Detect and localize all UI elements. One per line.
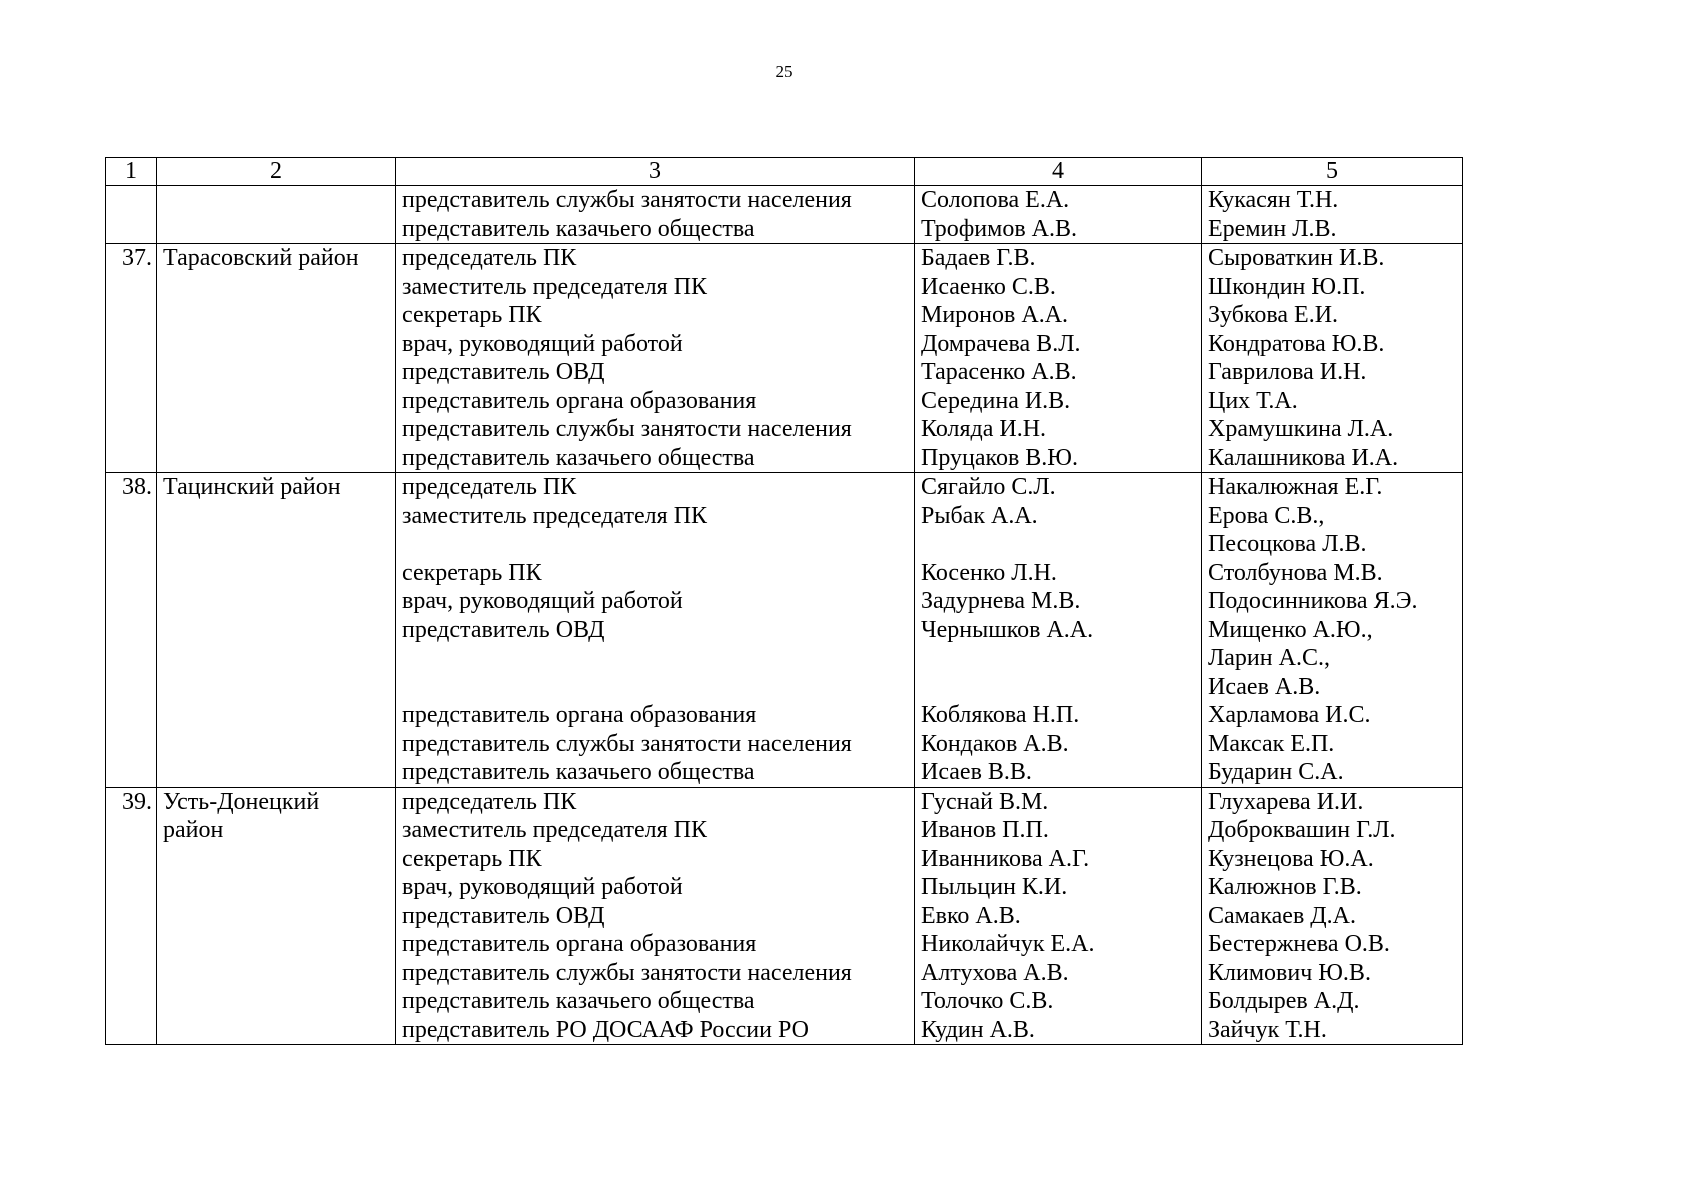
column-header: 5 <box>1202 158 1463 186</box>
column-header: 3 <box>396 158 915 186</box>
role-line: председатель ПК <box>402 474 577 500</box>
reserve-member-name: Шкондин Ю.П. <box>1208 273 1366 300</box>
role-line: представитель ОВД <box>402 902 605 929</box>
reserve-member-name: Накалюжная Е.Г. <box>1208 474 1383 500</box>
role-line: заместитель председателя ПК <box>402 817 708 843</box>
role-line: представитель РО ДОСААФ России РО <box>402 1016 809 1043</box>
row-number: 39. <box>106 787 157 1045</box>
district-name-line: район <box>163 817 224 843</box>
row-number: 38. <box>106 473 157 788</box>
reserves-cell <box>1202 244 1463 473</box>
reserve-member-name: Исаев А.В. <box>1208 673 1321 700</box>
role-line: представитель службы занятости населения <box>402 416 852 442</box>
member-name: Коляда И.Н. <box>921 416 1047 442</box>
member-name: Середина И.В. <box>921 387 1071 414</box>
roles-cell <box>396 186 915 244</box>
member-name: Иванникова А.Г. <box>921 845 1090 872</box>
reserve-member-name: Цих Т.А. <box>1208 387 1298 414</box>
member-name: Евко А.В. <box>921 902 1021 929</box>
member-name <box>921 530 1195 559</box>
member-name: Трофимов А.В. <box>921 215 1077 242</box>
role-line: представитель службы занятости населения <box>402 187 852 213</box>
member-name: Толочко С.В. <box>921 988 1054 1014</box>
role-line: председатель ПК <box>402 245 577 271</box>
member-name <box>921 673 1195 702</box>
reserve-member-name: Климович Ю.В. <box>1208 959 1371 986</box>
member-name: Сягайло С.Л. <box>921 474 1056 500</box>
reserve-member-name: Максак Е.П. <box>1208 730 1335 757</box>
table-row <box>106 473 1463 788</box>
member-name: Иванов П.П. <box>921 817 1049 843</box>
role-line <box>402 673 908 702</box>
role-line: врач, руководящий работой <box>402 874 683 900</box>
member-name: Гуснай В.М. <box>921 788 1049 815</box>
member-name: Задурнева М.В. <box>921 588 1081 614</box>
reserve-member-name: Мищенко А.Ю., <box>1208 616 1373 643</box>
role-line: представитель казачьего общества <box>402 215 755 242</box>
member-name: Домрачева В.Л. <box>921 330 1081 357</box>
member-name: Николайчук Е.А. <box>921 931 1095 957</box>
role-line: заместитель председателя ПК <box>402 502 708 529</box>
commission-table <box>105 157 1463 1045</box>
reserve-member-name: Доброквашин Г.Л. <box>1208 817 1396 843</box>
member-name: Кудин А.В. <box>921 1016 1035 1043</box>
reserve-member-name: Зайчук Т.Н. <box>1208 1016 1327 1043</box>
member-name: Исаев В.В. <box>921 759 1032 785</box>
role-line: секретарь ПК <box>402 559 542 586</box>
reserve-member-name: Ерова С.В., <box>1208 502 1325 529</box>
members-cell <box>915 787 1202 1045</box>
district-cell <box>157 473 396 788</box>
member-name: Рыбак А.А. <box>921 502 1038 529</box>
reserve-member-name: Бестержнева О.В. <box>1208 931 1390 957</box>
role-line: представитель казачьего общества <box>402 988 755 1014</box>
reserve-member-name: Столбунова М.В. <box>1208 559 1383 586</box>
role-line: представитель казачьего общества <box>402 759 755 785</box>
member-name: Кондаков А.В. <box>921 730 1069 757</box>
reserve-member-name: Песоцкова Л.В. <box>1208 531 1367 557</box>
reserve-member-name: Храмушкина Л.А. <box>1208 416 1394 442</box>
reserve-member-name: Сыроваткин И.В. <box>1208 245 1385 271</box>
reserve-member-name: Подосинникова Я.Э. <box>1208 588 1418 614</box>
role-line: председатель ПК <box>402 788 577 815</box>
roles-cell <box>396 787 915 1045</box>
reserve-member-name: Болдырев А.Д. <box>1208 988 1360 1014</box>
role-line: представитель органа образования <box>402 931 757 957</box>
column-header: 1 <box>106 158 157 186</box>
role-line: врач, руководящий работой <box>402 330 683 357</box>
members-cell <box>915 473 1202 788</box>
reserve-member-name: Зубкова Е.И. <box>1208 302 1339 328</box>
member-name <box>921 644 1195 673</box>
reserve-member-name: Самакаев Д.А. <box>1208 902 1356 929</box>
role-line: секретарь ПК <box>402 845 542 872</box>
role-line: представитель ОВД <box>402 359 605 385</box>
reserve-member-name: Кузнецова Ю.А. <box>1208 845 1374 872</box>
district-cell <box>157 186 396 244</box>
member-name: Тарасенко А.В. <box>921 359 1077 385</box>
member-name: Коблякова Н.П. <box>921 702 1080 728</box>
reserve-member-name: Калюжнов Г.В. <box>1208 874 1362 900</box>
reserve-member-name: Кукасян Т.Н. <box>1208 187 1339 213</box>
reserves-cell <box>1202 186 1463 244</box>
reserve-member-name: Калашникова И.А. <box>1208 444 1399 471</box>
reserve-member-name: Ларин А.С., <box>1208 645 1330 671</box>
role-line: секретарь ПК <box>402 302 542 328</box>
role-line: врач, руководящий работой <box>402 588 683 614</box>
member-name: Пыльцин К.И. <box>921 874 1068 900</box>
members-cell <box>915 186 1202 244</box>
member-name: Бадаев Г.В. <box>921 245 1036 271</box>
table-row <box>106 787 1463 1045</box>
role-line: представитель ОВД <box>402 616 605 643</box>
role-line: представитель органа образования <box>402 387 757 414</box>
table-row <box>106 244 1463 473</box>
reserve-member-name: Гаврилова И.Н. <box>1208 359 1367 385</box>
member-name: Исаенко С.В. <box>921 273 1056 300</box>
reserves-cell <box>1202 787 1463 1045</box>
roles-cell <box>396 473 915 788</box>
member-name: Пруцаков В.Ю. <box>921 444 1078 471</box>
reserve-member-name: Бударин С.А. <box>1208 759 1344 785</box>
column-header: 2 <box>157 158 396 186</box>
member-name: Косенко Л.Н. <box>921 559 1057 586</box>
role-line: заместитель председателя ПК <box>402 273 708 300</box>
member-name: Алтухова А.В. <box>921 959 1069 986</box>
member-name: Чернышков А.А. <box>921 616 1094 643</box>
member-name: Солопова Е.А. <box>921 187 1070 213</box>
district-cell <box>157 787 396 1045</box>
role-line <box>402 530 908 559</box>
reserve-member-name: Еремин Л.В. <box>1208 215 1337 242</box>
reserve-member-name: Харламова И.С. <box>1208 702 1371 728</box>
reserve-member-name: Кондратова Ю.В. <box>1208 330 1385 357</box>
district-name-line: Тарасовский район <box>163 245 359 271</box>
row-number <box>106 186 157 244</box>
table-row <box>106 186 1463 244</box>
column-header: 4 <box>915 158 1202 186</box>
members-cell <box>915 244 1202 473</box>
district-cell <box>157 244 396 473</box>
table-header-row <box>106 158 1463 186</box>
role-line: представитель органа образования <box>402 702 757 728</box>
role-line <box>402 644 908 673</box>
reserve-member-name: Глухарева И.И. <box>1208 788 1364 815</box>
role-line: представитель службы занятости населения <box>402 730 852 757</box>
member-name: Миронов А.А. <box>921 302 1069 328</box>
role-line: представитель казачьего общества <box>402 444 755 471</box>
district-name-line: Усть-Донецкий <box>163 788 320 815</box>
roles-cell <box>396 244 915 473</box>
district-name-line: Тацинский район <box>163 474 341 500</box>
page-number: 25 <box>775 62 793 81</box>
row-number: 37. <box>106 244 157 473</box>
role-line: представитель службы занятости населения <box>402 959 852 986</box>
reserves-cell <box>1202 473 1463 788</box>
